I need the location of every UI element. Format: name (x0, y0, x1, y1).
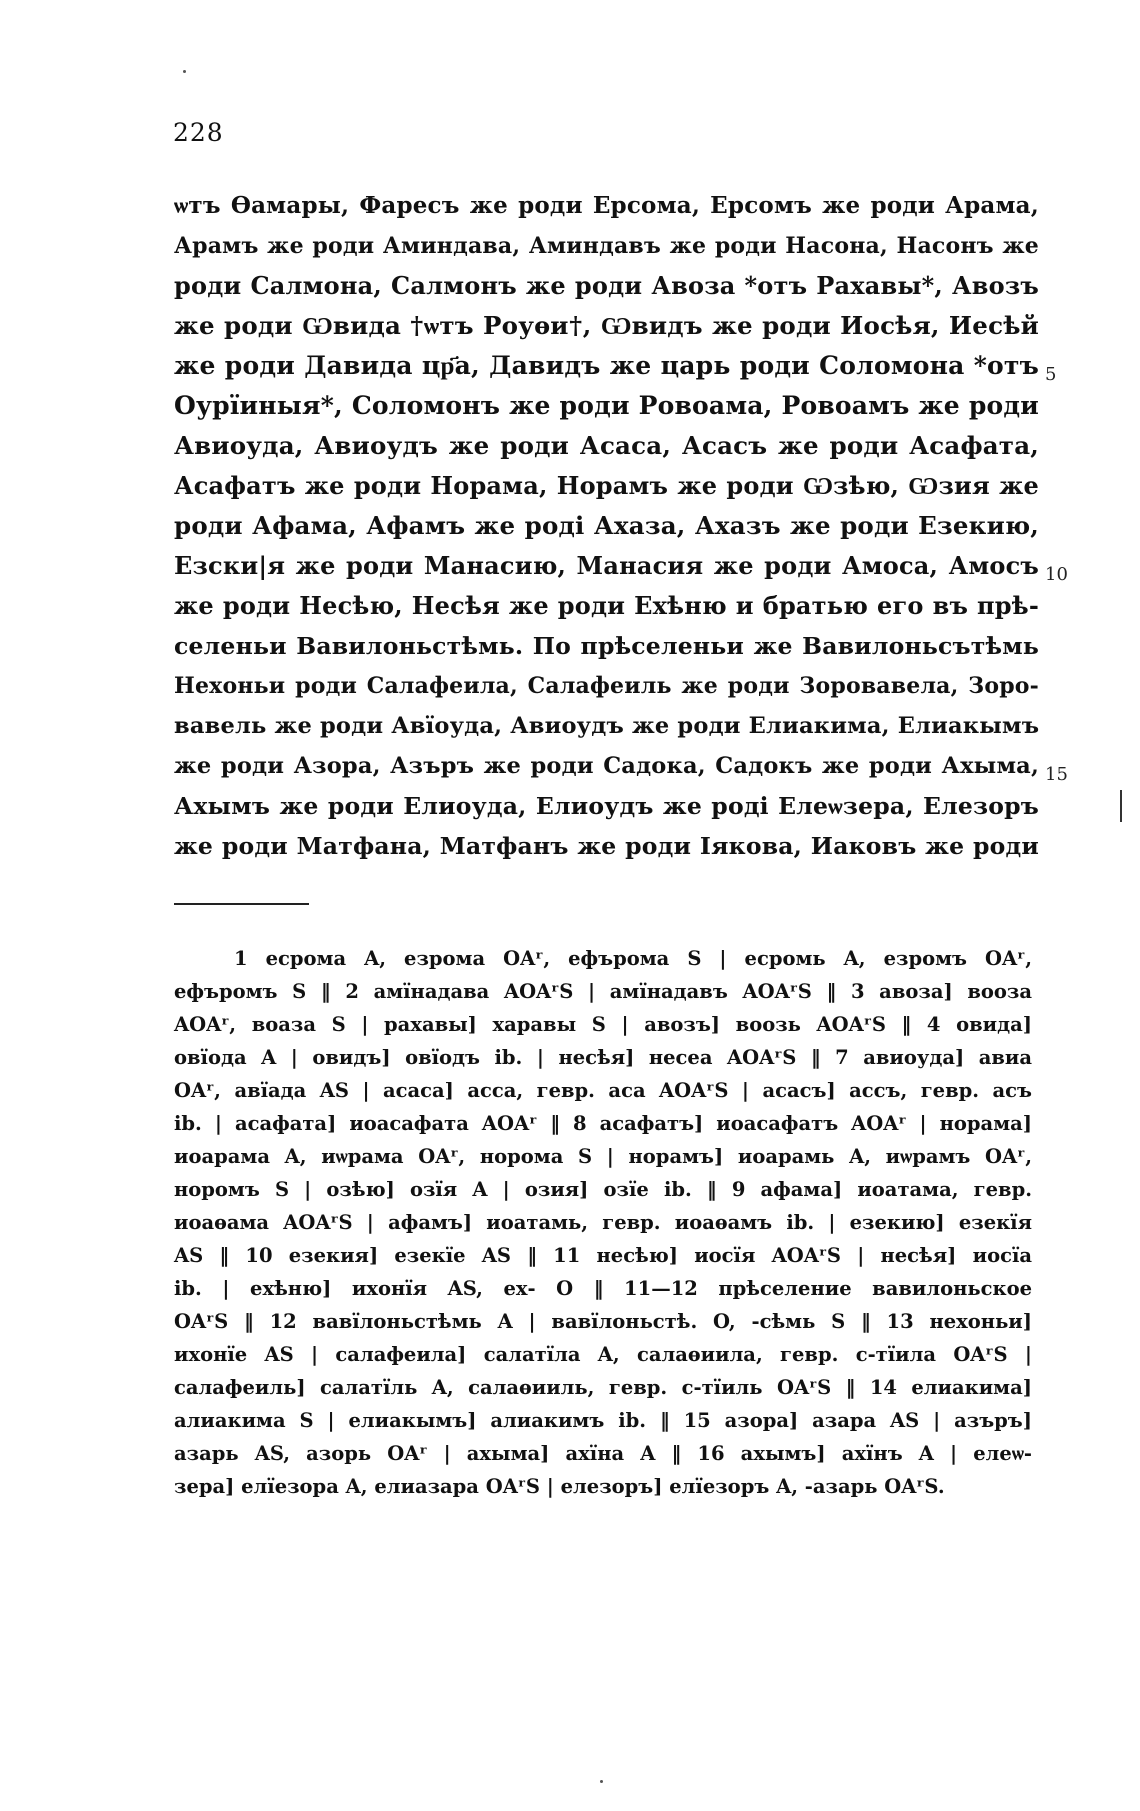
footnote-line: AS ‖ 10 езекия] езекїе AS ‖ 11 несѣю] иосїя AOAʳS | несѣя] иосїа (174, 1244, 1032, 1267)
text-line: Оурїиныя*, Соломонъ же роди Ровоама, Ровоамъ же роди (174, 391, 1039, 420)
text-line: Авиоуда, Авиоудъ же роди Асаса, Асасъ же роди Асафата, (174, 431, 1039, 460)
text-line: Езски|я же роди Манасию, Манасия же роди Амоса, Амосъ (174, 551, 1039, 580)
text-line: Асафатъ же роди Норама, Норамъ же роди Ѡзѣю, Ѡзия же (174, 471, 1039, 500)
footnote-line: азарь AS, азорь OAʳ | ахыма] ахїна A ‖ 16 ахымъ] ахїнъ A | елеѡ- (174, 1442, 1032, 1465)
text-line: роди Афама, Афамъ же роді Ахаза, Ахазъ же роди Езекию, (174, 511, 1039, 540)
footnote-line: иоаѳама AOAʳS | афамъ] иоатамь, гевр. иоаѳамъ ib. | езекию] езекїя (174, 1211, 1032, 1234)
line-number-15: 15 (1045, 764, 1068, 785)
footnote-line: ib. | ехѣню] ихонїя AS, ех- O ‖ 11—12 прѣселение вавилоньское (174, 1277, 1032, 1300)
text-line: же роди Несѣю, Несѣя же роди Ехѣню и братью его въ прѣ- (174, 591, 1039, 620)
text-line: Арамъ же роди Аминдава, Аминдавъ же роди Насона, Насонъ же (174, 233, 1039, 259)
text-line: вавель же роди Авїоуда, Авиоудъ же роди Елиакима, Елиакымъ (174, 713, 1040, 739)
footnote-line: овїода A | овидъ] овїодъ ib. | несѣя] несеа AOAʳS ‖ 7 авиоуда] авиа (174, 1046, 1032, 1069)
footnote-line: OAʳS ‖ 12 вавїлоньстѣмь A | вавїлоньстѣ. O, -сѣмь S ‖ 13 нехоньи] (174, 1310, 1032, 1333)
text-line: Нехоньи роди Салафеила, Салафеиль же роди Зоровавела, Зоро- (174, 673, 1039, 699)
text-line: же роди Азора, Азъръ же роди Садока, Садокъ же роди Ахыма, (174, 753, 1039, 779)
critical-apparatus (174, 942, 1032, 1503)
text-line: селеньи Вавилоньстѣмь. По прѣселеньи же Вавилоньсътѣмь (174, 632, 1039, 660)
text-line: Ахымъ же роди Елиоуда, Елиоудъ же роді Елеѡзера, Елезоръ (174, 792, 1039, 820)
footnote-line: ихонїе AS | салафеила] салатїла A, салаѳиила, гевр. с-тїила OAʳS | (174, 1343, 1032, 1366)
footnote-line: норомъ S | озѣю] озїя A | озия] озїе ib. ‖ 9 афама] иоатама, гевр. (174, 1178, 1032, 1201)
footnote-rule (174, 903, 309, 905)
main-text (174, 186, 1039, 866)
footnote-line: ib. | асафата] иоасафата AOAʳ ‖ 8 асафатъ] иоасафатъ AOAʳ | норама] (174, 1112, 1032, 1135)
page-number: 228 (173, 118, 224, 147)
footnote-line: ефъромъ S ‖ 2 амїнадава AOAʳS | амїнадавъ AOAʳS ‖ 3 авоза] вооза (174, 980, 1032, 1003)
text-line: роди Салмона, Салмонъ же роди Авоза *отъ Рахавы*, Авозъ (174, 271, 1039, 300)
margin-mark (1120, 790, 1122, 822)
line-number-10: 10 (1045, 564, 1068, 585)
footnote-line: 1 есрома A, езрома OAʳ, ефърома S | есромь A, езромъ OAʳ, (234, 947, 1032, 970)
footnote-line: салафеиль] салатїль A, салаѳииль, гевр. с-тїиль OAʳS ‖ 14 елиакима] (174, 1376, 1032, 1399)
footnote-line: AOAʳ, воаза S | рахавы] харавы S | авозъ] воозь AOAʳS ‖ 4 овида] (174, 1013, 1032, 1036)
text-line: же роди Давида цр҃а, Давидъ же царь роди Соломона *отъ (174, 351, 1039, 380)
line-number-5: 5 (1045, 364, 1057, 385)
footnote-line: алиакима S | елиакымъ] алиакимъ ib. ‖ 15 азора] азара AS | азъръ] (174, 1409, 1032, 1432)
text-line: же роди Матфана, Матфанъ же роди Іякова, Иаковъ же роди (174, 832, 1039, 860)
footnote-line: иоарама A, иѡрама OAʳ, норома S | норамъ] иоарамь A, иѡрамъ OAʳ, (174, 1145, 1032, 1168)
footnote-line: OAʳ, авїада AS | асаса] асса, гевр. аса AOAʳS | асасъ] ассъ, гевр. асъ (174, 1079, 1032, 1102)
footnote-line: зера] елїезора A, елиазара OAʳS | елезоръ] елїезоръ A, -азарь OAʳS. (174, 1475, 945, 1498)
text-line: же роди Ѡвида †ѡтъ Роуѳи†, Ѡвидъ же роди Иосѣя, Иесѣй (174, 311, 1039, 340)
text-line: ѡтъ Ѳамары, Фаресъ же роди Ерсома, Ерсомъ же роди Арама, (174, 192, 1039, 219)
scan-speck (183, 70, 186, 73)
scan-speck (600, 1780, 603, 1783)
